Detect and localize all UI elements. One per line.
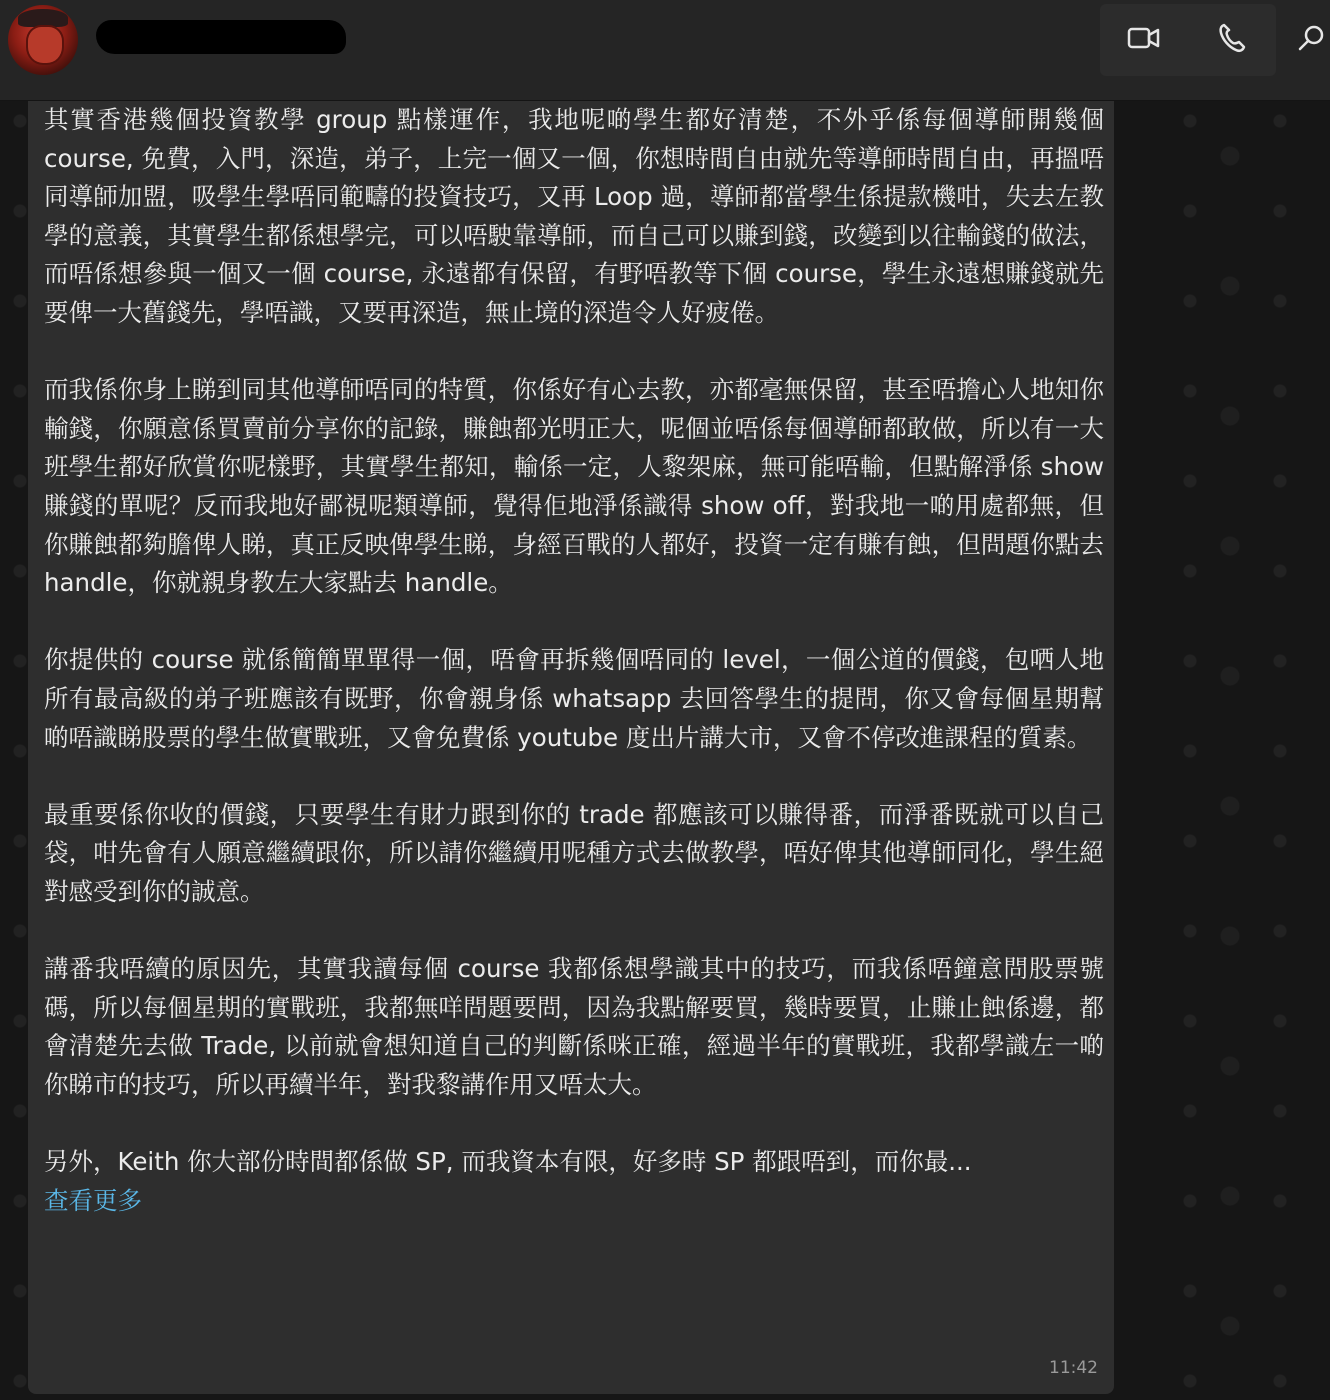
incoming-message-bubble[interactable] xyxy=(28,101,1114,1394)
message-paragraph: 講番我唔續的原因先，其實我讀每個 course 我都係想學識其中的技巧，而我係唔鐘意問股票號碼，所以每個星期的實戰班，我都無咩問題要問，因為我點解要買，幾時要買，止賺止蝕係邊，都會清楚先去做 Trade, 以前就會想知道自己的判斷係咪正確，經過半年的實戰班，我都學識左一啲你睇市的技巧，所以再續半年，對我黎講作用又唔太大。 xyxy=(44,954,1104,1099)
message-paragraph: 最重要係你收的價錢，只要學生有財力跟到你的 trade 都應該可以賺得番，而淨番既就可以自己袋，咁先會有人願意繼續跟你，所以請你繼續用呢種方式去做教學，唔好俾其他導師同化，學生絕對感受到你的誠意。 xyxy=(44,799,1104,906)
message-timestamp: 11:42 xyxy=(1049,1358,1098,1378)
video-call-button[interactable] xyxy=(1100,4,1188,76)
voice-call-button[interactable] xyxy=(1188,4,1276,76)
message-paragraph: 你提供的 course 就係簡簡單單得一個，唔會再拆幾個唔同的 level，一個公道的價錢，包哂人地所有最高級的弟子班應該有既野，你會親身係 whatsapp 去回答學生的提問，你又會每個星期幫啲唔識睇股票的學生做實戰班，又會免費係 youtube 度出片講大市，又會不停改進課程的質素。 xyxy=(44,645,1104,752)
see-more-link[interactable]: 查看更多 xyxy=(44,1185,142,1215)
phone-icon xyxy=(1217,22,1247,58)
message-text xyxy=(44,101,1104,1220)
search-icon xyxy=(1296,23,1326,57)
contact-name-redacted[interactable] xyxy=(96,20,346,54)
chat-header xyxy=(0,0,1330,101)
message-truncated-line: 另外，Keith 你大部份時間都係做 SP, 而我資本有限，好多時 SP 都跟唔到，而你最... xyxy=(44,1147,972,1177)
message-paragraph: 而我係你身上睇到同其他導師唔同的特質，你係好有心去教，亦都毫無保留，甚至唔擔心人地知你輸錢，你願意係買賣前分享你的記錄，賺蝕都光明正大，呢個並唔係每個導師都敢做，所以有一大班學生都好欣賞你呢樣野，其實學生都知，輸係一定，人黎架麻，無可能唔輸，但點解淨係 show 賺錢的單呢？反而我地好鄙視呢類導師，覺得佢地淨係識得 show off，對我地一啲用處都無，但你賺蝕都夠膽俾人睇，真正反映俾學生睇，身經百戰的人都好，投資一定有賺有蝕，但問題你點去 handle，你就親身教左大家點去 handle。 xyxy=(44,375,1104,598)
message-paragraph: 其實香港幾個投資教學 group 點樣運作，我地呢啲學生都好清楚，不外乎係每個導師開幾個 course, 免費，入門，深造，弟子，上完一個又一個，你想時間自由就先等導師時間自由，再搵唔同導師加盟，吸學生學唔同範疇的投資技巧，又再 Loop 過，導師都當學生係提款機咁，失去左教學的意義，其實學生都係想學完，可以唔駛靠導師，而自己可以賺到錢，改變到以往輸錢的做法，而唔係想參與一個又一個 course, 永遠都有保留，有野唔教等下個 course，學生永遠想賺錢就先要俾一大舊錢先，學唔識，又要再深造，無止境的深造令人好疲倦。 xyxy=(44,105,1104,327)
video-camera-icon xyxy=(1127,25,1161,55)
avatar[interactable] xyxy=(8,5,78,75)
search-button[interactable] xyxy=(1296,18,1330,62)
avatar-face xyxy=(26,25,64,65)
call-button-group xyxy=(1100,4,1276,76)
